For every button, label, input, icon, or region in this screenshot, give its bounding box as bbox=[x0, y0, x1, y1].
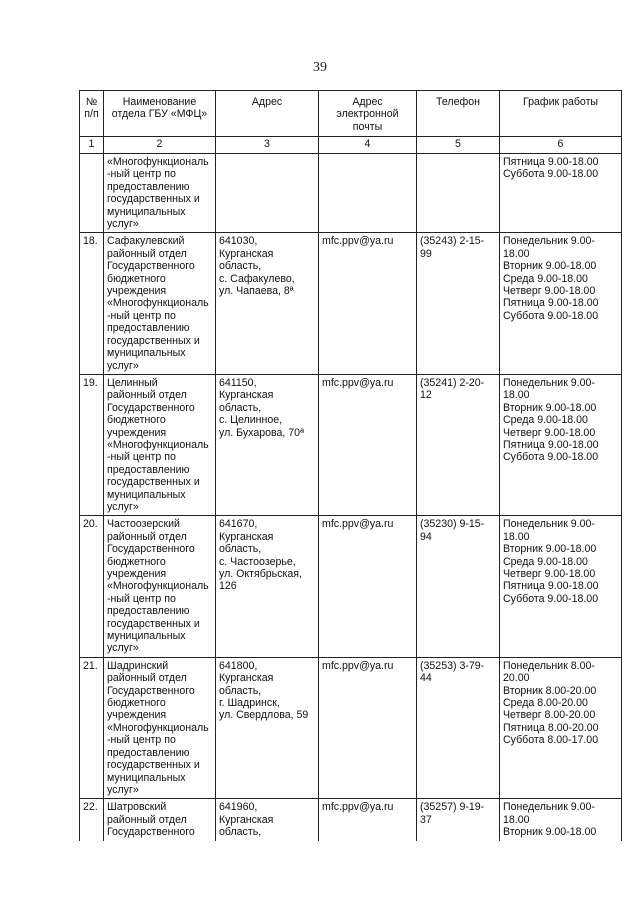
cell-line: -ный центр по bbox=[107, 734, 176, 747]
cell-line: с. Частоозерье, bbox=[219, 555, 296, 568]
cell-line: услуг» bbox=[107, 359, 139, 372]
cell-line: Государственного bbox=[107, 260, 195, 273]
cell-line: 18.00 bbox=[503, 530, 530, 543]
cell-line: Суббота 9.00-18.00 bbox=[503, 451, 599, 464]
cell-line: область, bbox=[219, 543, 262, 556]
cell-line: районный отдел bbox=[107, 530, 187, 543]
table-row bbox=[80, 374, 622, 515]
cell-line: Вторник 9.00-18.00 bbox=[503, 401, 597, 414]
cell-line: ул. Чапаева, 8ª bbox=[219, 285, 294, 298]
cell-line: -ный центр по bbox=[107, 592, 176, 605]
row-number: 18. bbox=[80, 233, 104, 374]
cell-line: г. Шадринск, bbox=[219, 697, 280, 710]
cell-line: 18.00 bbox=[503, 813, 530, 826]
cell-line: Суббота 9.00-18.00 bbox=[503, 168, 599, 181]
department-address bbox=[216, 374, 319, 515]
department-address bbox=[216, 154, 319, 233]
cell-line: Пятница 8.00-20.00 bbox=[503, 721, 599, 734]
mfc-departments-table bbox=[79, 90, 622, 841]
department-schedule bbox=[500, 516, 622, 657]
department-name bbox=[104, 233, 216, 374]
cell-line: Среда 9.00-18.00 bbox=[503, 272, 588, 285]
cell-line: (35243) 2-15- bbox=[420, 235, 485, 248]
cell-line: 641800, bbox=[219, 659, 258, 672]
department-phone bbox=[417, 516, 500, 657]
department-phone bbox=[417, 374, 500, 515]
cell-line: услуг» bbox=[107, 218, 139, 231]
cell-line: Среда 9.00-18.00 bbox=[503, 555, 588, 568]
cell-line: 20.00 bbox=[503, 672, 530, 685]
cell-line: Курганская bbox=[219, 530, 274, 543]
row-number: 20. bbox=[80, 516, 104, 657]
cell-line: Частоозерский bbox=[107, 518, 180, 531]
department-schedule bbox=[500, 374, 622, 515]
cell-line: «Многофункциональ bbox=[107, 297, 209, 310]
cell-line: Четверг 9.00-18.00 bbox=[503, 285, 596, 298]
header-address: Адрес bbox=[216, 91, 319, 137]
cell-line: Четверг 9.00-18.00 bbox=[503, 568, 596, 580]
cell-line: Суббота 9.00-18.00 bbox=[503, 309, 599, 322]
cell-line: Пятница 9.00-18.00 bbox=[503, 580, 599, 593]
row-number: 21. bbox=[80, 657, 104, 798]
cell-line: предоставлению bbox=[107, 322, 190, 335]
cell-line: (35241) 2-20- bbox=[420, 376, 485, 389]
cell-line: услуг» bbox=[107, 500, 139, 513]
table-row bbox=[80, 657, 622, 798]
header-department-name: Наименование отдела ГБУ «МФЦ» bbox=[104, 91, 216, 137]
cell-line: Вторник 8.00-20.00 bbox=[503, 684, 597, 697]
cell-line: районный отдел bbox=[107, 672, 187, 685]
cell-line: Понедельник 9.00- bbox=[503, 235, 595, 248]
cell-line: Суббота 9.00-18.00 bbox=[503, 592, 599, 605]
cell-line: Вторник 9.00-18.00 bbox=[503, 826, 597, 839]
cell-line: ул. Бухарова, 70ª bbox=[219, 426, 304, 439]
cell-line: (35253) 3-79- bbox=[420, 659, 485, 672]
cell-line: ул. Октябрьская, bbox=[219, 568, 302, 580]
cell-line: 37 bbox=[420, 813, 432, 826]
row-number: 22. bbox=[80, 799, 104, 841]
department-schedule bbox=[500, 233, 622, 374]
cell-line: Понедельник 9.00- bbox=[503, 518, 595, 531]
cell-line: учреждения bbox=[107, 568, 167, 580]
department-name bbox=[104, 799, 216, 841]
cell-line: (35230) 9-15- bbox=[420, 518, 485, 531]
department-name bbox=[104, 374, 216, 515]
table-row bbox=[80, 154, 622, 233]
cell-line: муниципальных bbox=[107, 347, 186, 360]
cell-line: районный отдел bbox=[107, 247, 187, 260]
cell-line: муниципальных bbox=[107, 771, 186, 784]
cell-line: услуг» bbox=[107, 783, 139, 796]
table-row bbox=[80, 233, 622, 374]
cell-line: предоставлению bbox=[107, 746, 190, 759]
cell-line: «Многофункциональ bbox=[107, 438, 209, 451]
cell-line: муниципальных bbox=[107, 630, 186, 643]
cell-line: -ный центр по bbox=[107, 451, 176, 464]
header-email: Адрес электронной почты bbox=[319, 91, 417, 137]
cell-line: услуг» bbox=[107, 642, 139, 655]
department-phone bbox=[417, 233, 500, 374]
cell-line: учреждения bbox=[107, 426, 167, 439]
cell-line: «Многофункциональ bbox=[107, 580, 209, 593]
department-name bbox=[104, 516, 216, 657]
cell-line: Государственного bbox=[107, 684, 195, 697]
cell-line: районный отдел bbox=[107, 389, 187, 402]
cell-line: Государственного bbox=[107, 826, 195, 839]
department-address bbox=[216, 233, 319, 374]
cell-line: Целинный bbox=[107, 376, 158, 389]
cell-line: государственных и bbox=[107, 334, 200, 347]
cell-line: предоставлению bbox=[107, 180, 190, 193]
row-number: 19. bbox=[80, 374, 104, 515]
cell-line: -ный центр по bbox=[107, 168, 176, 181]
department-phone bbox=[417, 799, 500, 841]
department-email: mfc.ppv@ya.ru bbox=[319, 657, 417, 798]
cell-line: муниципальных bbox=[107, 488, 186, 501]
cell-line: государственных и bbox=[107, 193, 200, 206]
cell-line: государственных и bbox=[107, 759, 200, 772]
column-number: 1 bbox=[80, 137, 104, 154]
header-phone: Телефон bbox=[417, 91, 500, 137]
cell-line: Среда 9.00-18.00 bbox=[503, 414, 588, 427]
cell-line: «Многофункциональ bbox=[107, 156, 209, 168]
cell-line: ул. Свердлова, 59 bbox=[219, 709, 309, 722]
department-schedule bbox=[500, 154, 622, 233]
cell-line: Курганская bbox=[219, 813, 274, 826]
cell-line: 126 bbox=[219, 580, 237, 593]
cell-line: Среда 8.00-20.00 bbox=[503, 697, 588, 710]
cell-line: Четверг 8.00-20.00 bbox=[503, 709, 596, 722]
table-row bbox=[80, 799, 622, 841]
row-number bbox=[80, 154, 104, 233]
cell-line: Государственного bbox=[107, 401, 195, 414]
table-row bbox=[80, 516, 622, 657]
cell-line: Понедельник 9.00- bbox=[503, 801, 595, 814]
department-address bbox=[216, 657, 319, 798]
cell-line: Четверг 9.00-18.00 bbox=[503, 426, 596, 439]
department-email: mfc.ppv@ya.ru bbox=[319, 516, 417, 657]
cell-line: с. Сафакулево, bbox=[219, 272, 295, 285]
cell-line: учреждения bbox=[107, 709, 167, 722]
cell-line: Курганская bbox=[219, 247, 274, 260]
department-schedule bbox=[500, 657, 622, 798]
cell-line: -ный центр по bbox=[107, 309, 176, 322]
cell-line: 641030, bbox=[219, 235, 258, 248]
cell-line: 12 bbox=[420, 389, 432, 402]
cell-line: районный отдел bbox=[107, 813, 187, 826]
department-phone bbox=[417, 657, 500, 798]
cell-line: бюджетного bbox=[107, 272, 166, 285]
cell-line: учреждения bbox=[107, 285, 167, 298]
department-name bbox=[104, 154, 216, 233]
department-name bbox=[104, 657, 216, 798]
column-number: 3 bbox=[216, 137, 319, 154]
cell-line: предоставлению bbox=[107, 605, 190, 618]
cell-line: государственных и bbox=[107, 476, 200, 489]
cell-line: Государственного bbox=[107, 543, 195, 556]
cell-line: Понедельник 9.00- bbox=[503, 376, 595, 389]
department-email: mfc.ppv@ya.ru bbox=[319, 799, 417, 841]
page-number: 39 bbox=[313, 60, 327, 75]
cell-line: бюджетного bbox=[107, 555, 166, 568]
department-address bbox=[216, 516, 319, 657]
cell-line: Сафакулевский bbox=[107, 235, 185, 248]
department-email: mfc.ppv@ya.ru bbox=[319, 374, 417, 515]
cell-line: «Многофункциональ bbox=[107, 721, 209, 734]
cell-line: область, bbox=[219, 684, 262, 697]
cell-line: Суббота 8.00-17.00 bbox=[503, 734, 599, 747]
cell-line: 94 bbox=[420, 530, 432, 543]
cell-line: (35257) 9-19- bbox=[420, 801, 485, 814]
column-number: 5 bbox=[417, 137, 500, 154]
header-row bbox=[80, 91, 622, 137]
cell-line: 99 bbox=[420, 247, 432, 260]
cell-line: 18.00 bbox=[503, 389, 530, 402]
cell-line: бюджетного bbox=[107, 697, 166, 710]
cell-line: область, bbox=[219, 826, 262, 839]
cell-line: муниципальных bbox=[107, 205, 186, 218]
cell-line: 44 bbox=[420, 672, 432, 685]
department-email bbox=[319, 154, 417, 233]
cell-line: 641150, bbox=[219, 376, 257, 389]
cell-line: область, bbox=[219, 401, 262, 414]
department-address bbox=[216, 799, 319, 841]
column-number: 2 bbox=[104, 137, 216, 154]
column-number-row bbox=[80, 137, 622, 154]
cell-line: 641960, bbox=[219, 801, 258, 814]
department-schedule bbox=[500, 799, 622, 841]
column-number: 6 bbox=[500, 137, 622, 154]
cell-line: Вторник 9.00-18.00 bbox=[503, 260, 597, 273]
cell-line: предоставлению bbox=[107, 463, 190, 476]
cell-line: Курганская bbox=[219, 672, 274, 685]
cell-line: Шадринский bbox=[107, 659, 169, 672]
cell-line: Пятница 9.00-18.00 bbox=[503, 297, 599, 310]
column-number: 4 bbox=[319, 137, 417, 154]
header-number: № п/п bbox=[80, 91, 104, 137]
cell-line: Шатровский bbox=[107, 801, 167, 814]
cell-line: Пятница 9.00-18.00 bbox=[503, 438, 599, 451]
cell-line: Вторник 9.00-18.00 bbox=[503, 543, 597, 556]
cell-line: бюджетного bbox=[107, 414, 166, 427]
cell-line: область, bbox=[219, 260, 262, 273]
cell-line: государственных и bbox=[107, 617, 200, 630]
cell-line: 18.00 bbox=[503, 247, 530, 260]
cell-line: 641670, bbox=[219, 518, 258, 531]
cell-line: с. Целинное, bbox=[219, 414, 283, 427]
cell-line: Пятница 9.00-18.00 bbox=[503, 156, 599, 168]
department-email: mfc.ppv@ya.ru bbox=[319, 233, 417, 374]
department-phone bbox=[417, 154, 500, 233]
cell-line: Понедельник 8.00- bbox=[503, 659, 595, 672]
header-schedule: График работы bbox=[500, 91, 622, 137]
cell-line: Курганская bbox=[219, 389, 274, 402]
